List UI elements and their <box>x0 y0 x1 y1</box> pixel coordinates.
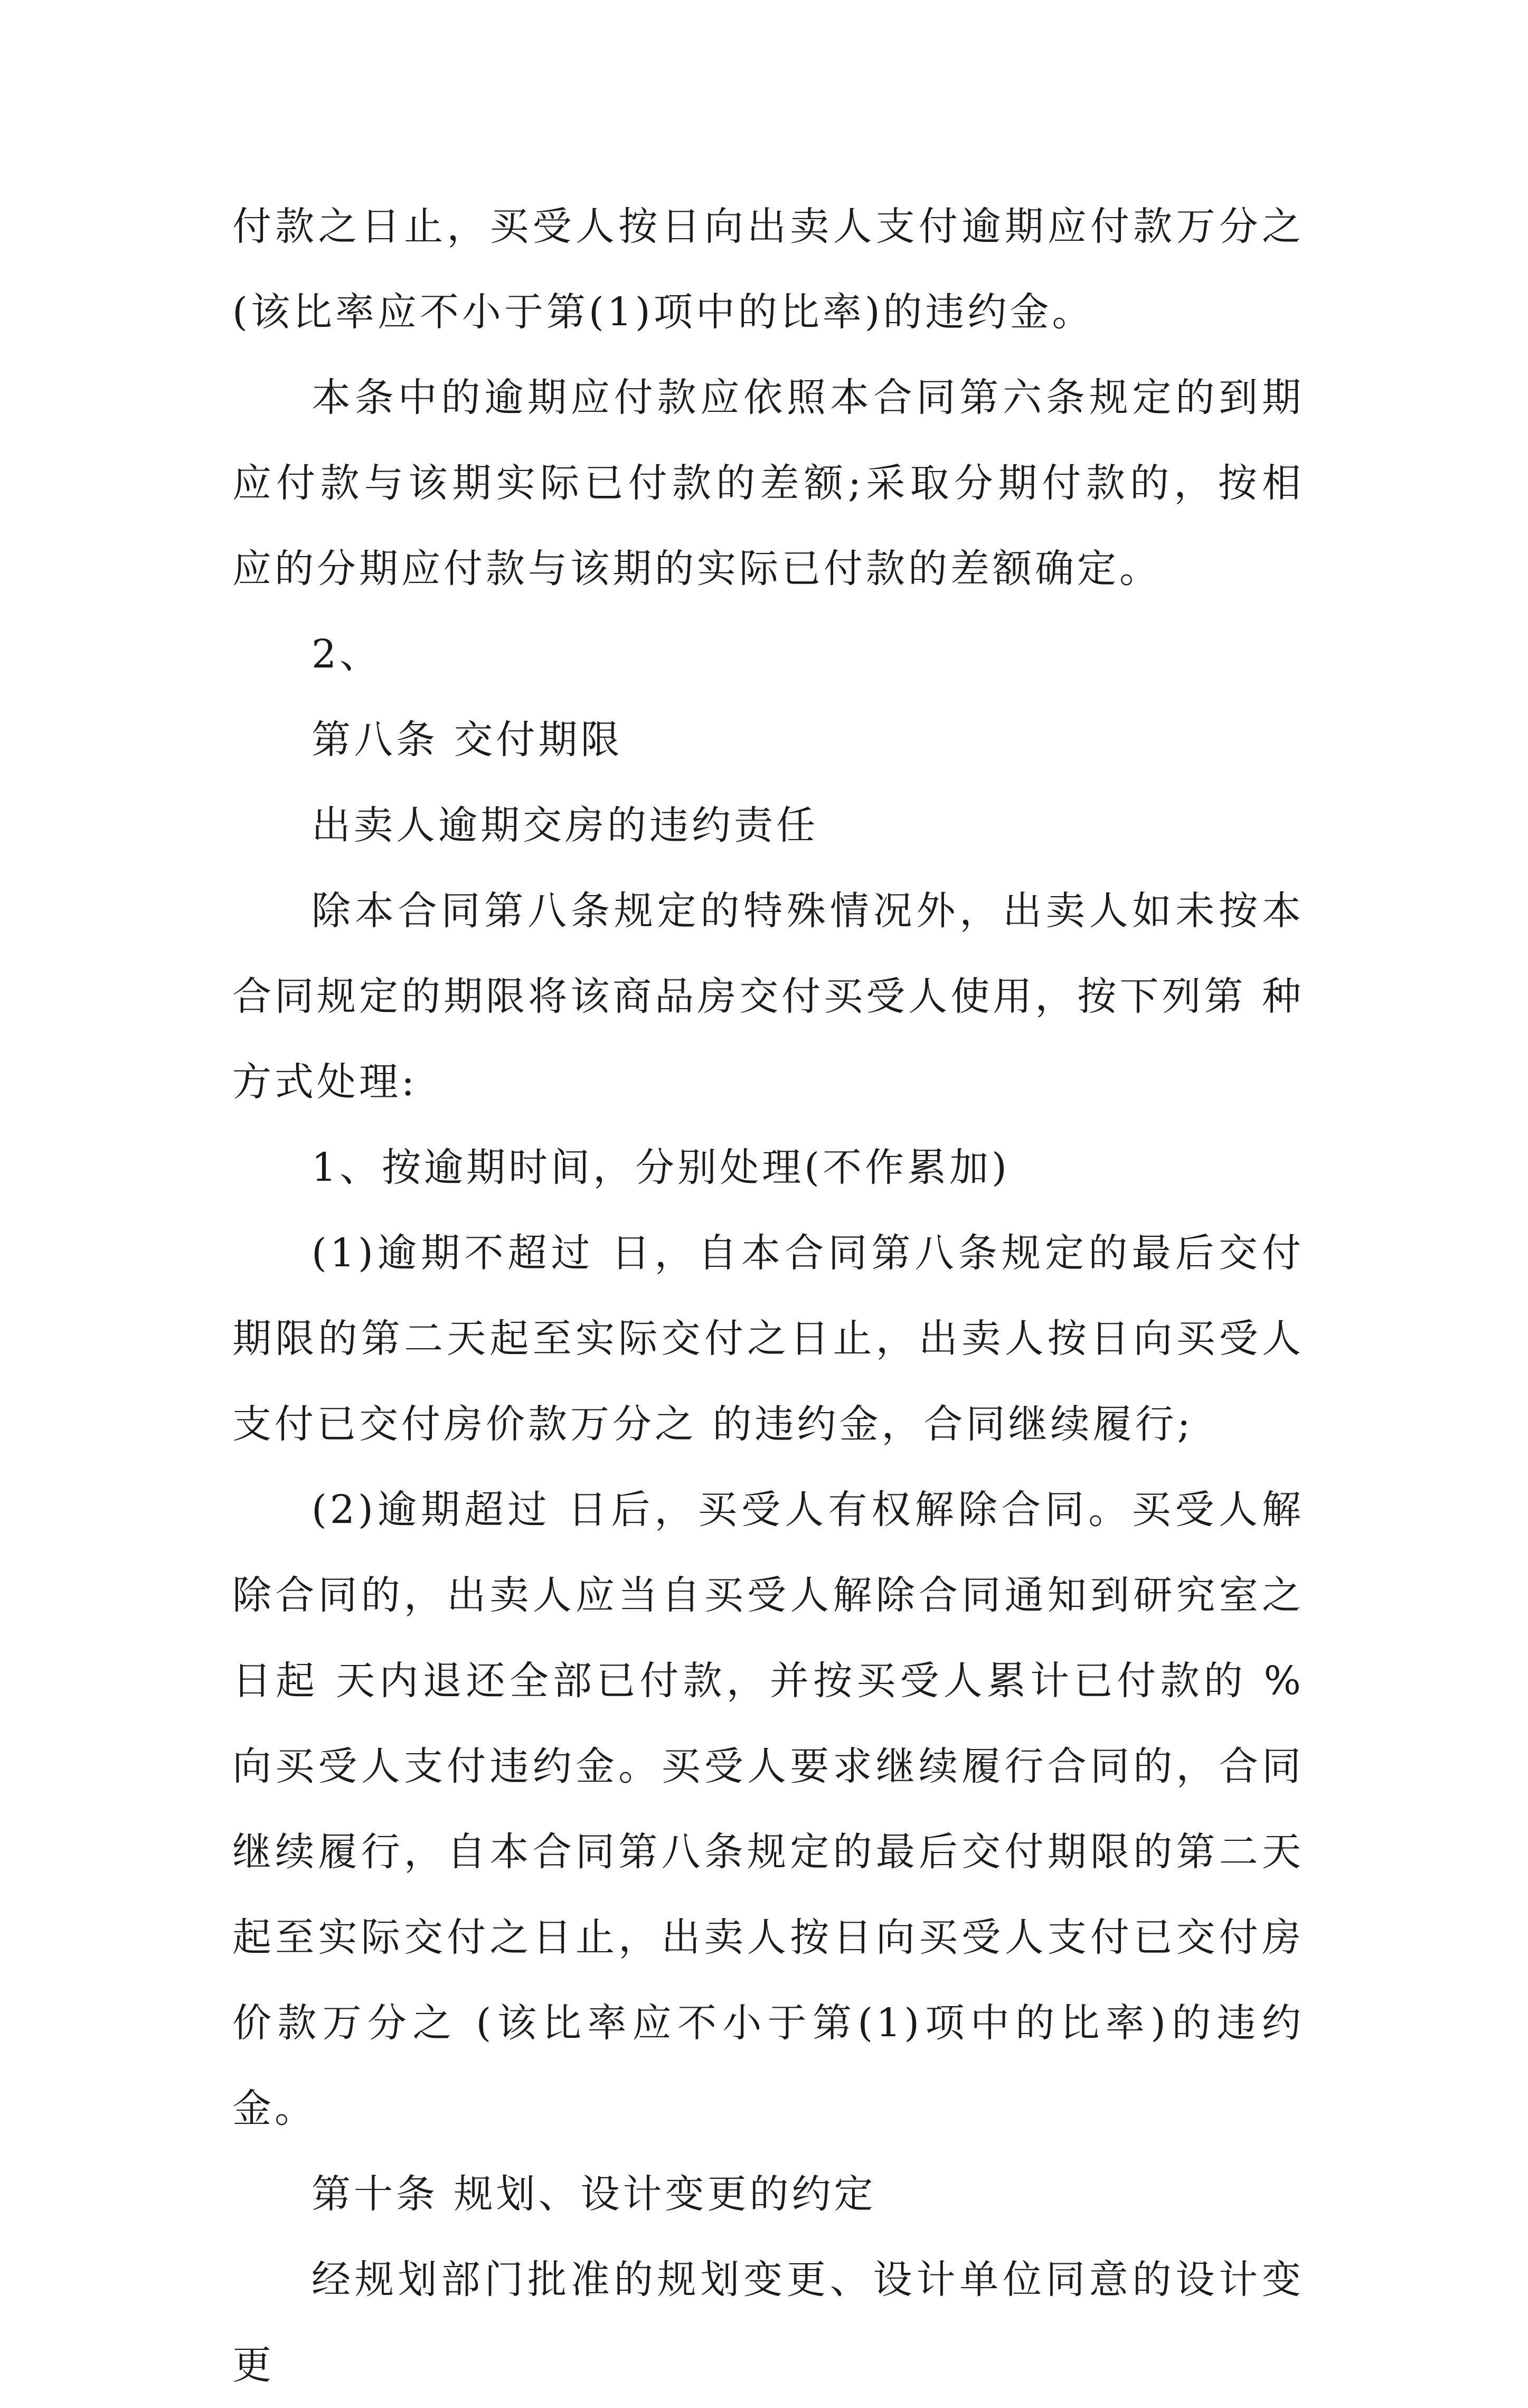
paragraph-9: (2)逾期超过 日后，买受人有权解除合同。买受人解除合同的，出卖人应当自买受人解除合同通知到研究室之日起 天内退还全部已付款，并按买受人累计已付款的 %向买受人支付违约金。买受人要求继续履行合同的，合同继续履行，自本合同第八条规定的最后交付期限的第二天起至实际交付之日止，出卖人按日向买受人支付已交付房价款万分之 (该比率应不小于第(1)项中的比率)的违约金。 <box>232 1487 1304 2131</box>
section-heading-article-10: 第十条 规划、设计变更的约定 <box>312 2171 876 2217</box>
paragraph-6: 除本合同第八条规定的特殊情况外，出卖人如未按本合同规定的期限将该商品房交付买受人使用，按下列第 种方式处理: <box>232 888 1304 1105</box>
paragraph-11: 经规划部门批准的规划变更、设计单位同意的设计变更 <box>232 2257 1304 2388</box>
paragraph-3: 2、 <box>312 632 382 677</box>
paragraph-2: 本条中的逾期应付款应依照本合同第六条规定的到期应付款与该期实际已付款的差额;采取分期付款的，按相应的分期应付款与该期的实际已付款的差额确定。 <box>232 375 1304 591</box>
section-heading-article-8: 第八条 交付期限 <box>312 717 623 763</box>
paragraph-heading-late-delivery: 出卖人逾期交房的违约责任 <box>312 803 818 848</box>
paragraph-1: 付款之日止，买受人按日向出卖人支付逾期应付款万分之 (该比率应不小于第(1)项中的比率)的违约金。 <box>232 204 1304 335</box>
paragraph-8: (1)逾期不超过 日，自本合同第八条规定的最后交付期限的第二天起至实际交付之日止，出卖人按日向买受人支付已交付房价款万分之 的违约金，合同继续履行; <box>232 1230 1304 1447</box>
paragraph-7: 1、按逾期时间，分别处理(不作累加) <box>312 1145 1010 1190</box>
document-body <box>232 184 1304 2408</box>
